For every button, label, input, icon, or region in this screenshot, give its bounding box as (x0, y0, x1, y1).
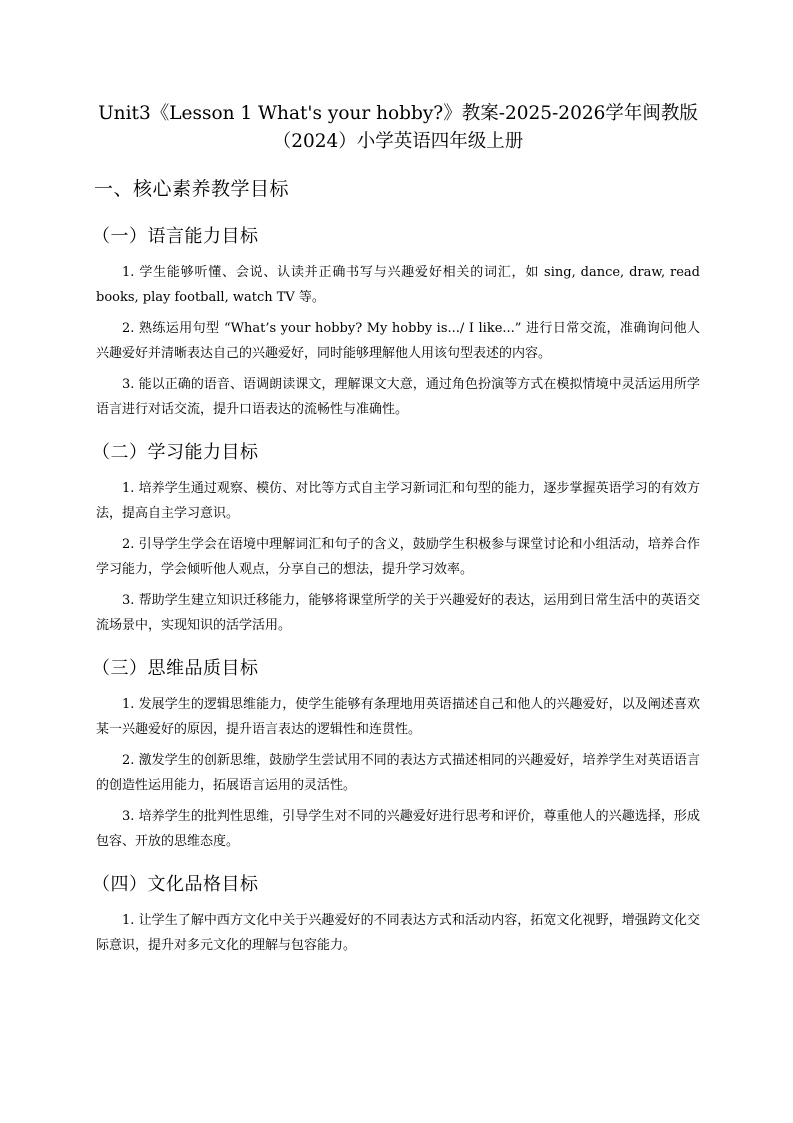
paragraph: 3. 帮助学生建立知识迁移能力，能够将课堂所学的关于兴趣爱好的表达，运用到日常生活中的英语交流场景中，实现知识的活学活用。 (96, 593, 700, 633)
paragraph: 3. 能以正确的语音、语调朗读课文，理解课文大意，通过角色扮演等方式在模拟情境中灵活运用所学语言进行对话交流，提升口语表达的流畅性与准确性。 (96, 377, 700, 417)
subsection-heading: （四）文化品格目标 (92, 874, 259, 895)
paragraph: 2. 引导学生学会在语境中理解词汇和句子的含义，鼓励学生积极参与课堂讨论和小组活动，培养合作学习能力，学会倾听他人观点，分享自己的想法，提升学习效率。 (96, 537, 700, 577)
document-title-line-2: （2024）小学英语四年级上册 (272, 131, 524, 152)
section-heading-core-literacy: 一、核心素养教学目标 (94, 178, 290, 200)
subsection-thinking-quality (92, 656, 700, 854)
paragraph: 1. 学生能够听懂、会说、认读并正确书写与兴趣爱好相关的词汇，如 sing, dance, draw, read books, play football, watch TV 等。 (96, 265, 700, 305)
document-title (96, 100, 700, 156)
paragraph: 2. 熟练运用句型 “What’s your hobby? My hobby is.../ I like...” 进行日常交流，准确询问他人兴趣爱好并清晰表达自己的兴趣爱好，同时能够理解他人用该句型表述的内容。 (96, 321, 700, 361)
subsection-heading: （三）思维品质目标 (92, 658, 259, 679)
document-page (92, 100, 700, 976)
paragraph: 1. 培养学生通过观察、模仿、对比等方式自主学习新词汇和句型的能力，逐步掌握英语学习的有效方法，提高自主学习意识。 (96, 481, 700, 521)
subsection-heading: （二）学习能力目标 (92, 442, 259, 463)
subsection-heading: （一）语言能力目标 (92, 226, 259, 247)
paragraph: 1. 发展学生的逻辑思维能力，使学生能够有条理地用英语描述自己和他人的兴趣爱好，以及阐述喜欢某一兴趣爱好的原因，提升语言表达的逻辑性和连贯性。 (96, 697, 700, 737)
subsection-language-ability (92, 224, 700, 422)
subsection-cultural-character (92, 872, 700, 958)
document-title-line-1: Unit3《Lesson 1 What's your hobby?》教案-2025-2026学年闽教版 (98, 103, 698, 124)
subsection-learning-ability (92, 440, 700, 638)
paragraph: 3. 培养学生的批判性思维，引导学生对不同的兴趣爱好进行思考和评价，尊重他人的兴趣选择，形成包容、开放的思维态度。 (96, 809, 700, 849)
paragraph: 1. 让学生了解中西方文化中关于兴趣爱好的不同表达方式和活动内容，拓宽文化视野，增强跨文化交际意识，提升对多元文化的理解与包容能力。 (96, 913, 700, 953)
paragraph: 2. 激发学生的创新思维，鼓励学生尝试用不同的表达方式描述相同的兴趣爱好，培养学生对英语语言的创造性运用能力，拓展语言运用的灵活性。 (96, 753, 700, 793)
